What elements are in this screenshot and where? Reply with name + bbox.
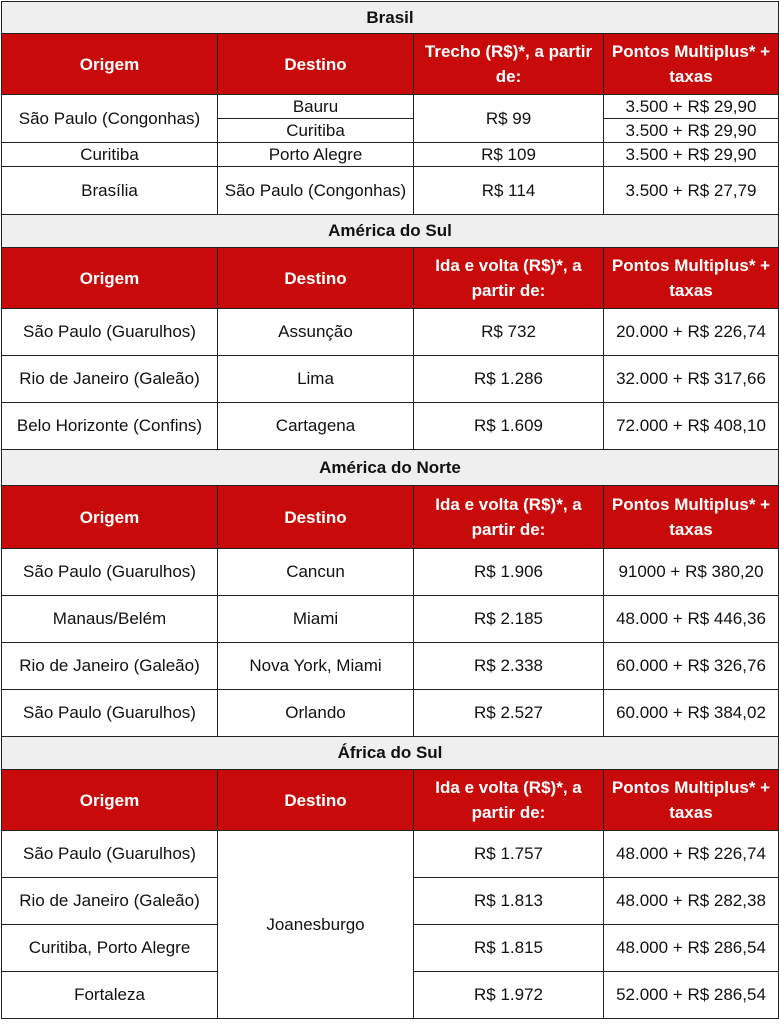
table-row — [2, 643, 779, 690]
cell-pontos: 48.000 + R$ 286,54 — [604, 925, 779, 972]
col-header-destino: Destino — [218, 34, 414, 95]
cell-origem: Rio de Janeiro (Galeão) — [2, 878, 218, 925]
cell-origem: São Paulo (Guarulhos) — [2, 831, 218, 878]
table-row — [2, 403, 779, 450]
table-row — [2, 143, 779, 167]
cell-origem: Rio de Janeiro (Galeão) — [2, 356, 218, 403]
section-title: Brasil — [2, 2, 779, 34]
cell-origem: Rio de Janeiro (Galeão) — [2, 643, 218, 690]
cell-destino: Miami — [218, 596, 414, 643]
cell-pontos: 3.500 + R$ 29,90 — [604, 143, 779, 167]
cell-origem: São Paulo (Guarulhos) — [2, 549, 218, 596]
cell-destino: Assunção — [218, 309, 414, 356]
cell-preco: R$ 109 — [414, 143, 604, 167]
cell-destino: Cartagena — [218, 403, 414, 450]
section-header-row — [2, 737, 779, 770]
col-header-pontos: Pontos Multiplus* + taxas — [604, 248, 779, 309]
cell-pontos: 3.500 + R$ 29,90 — [604, 95, 779, 119]
cell-origem: São Paulo (Guarulhos) — [2, 690, 218, 737]
col-header-pontos: Pontos Multiplus* + taxas — [604, 486, 779, 549]
cell-destino: Joanesburgo — [218, 831, 414, 1019]
cell-pontos: 72.000 + R$ 408,10 — [604, 403, 779, 450]
cell-origem: Curitiba — [2, 143, 218, 167]
col-header-preco: Ida e volta (R$)*, a partir de: — [414, 770, 604, 831]
cell-origem: Belo Horizonte (Confins) — [2, 403, 218, 450]
cell-pontos: 52.000 + R$ 286,54 — [604, 972, 779, 1019]
section-title: América do Norte — [2, 450, 779, 486]
cell-origem: Brasília — [2, 167, 218, 215]
cell-pontos: 3.500 + R$ 27,79 — [604, 167, 779, 215]
table-row — [2, 596, 779, 643]
table-row — [2, 309, 779, 356]
section-header-row — [2, 2, 779, 34]
col-header-destino: Destino — [218, 248, 414, 309]
column-header-row — [2, 770, 779, 831]
cell-destino: Orlando — [218, 690, 414, 737]
cell-destino: Bauru — [218, 95, 414, 119]
cell-preco: R$ 2.185 — [414, 596, 604, 643]
cell-destino: Cancun — [218, 549, 414, 596]
section-header-row — [2, 450, 779, 486]
cell-pontos: 60.000 + R$ 384,02 — [604, 690, 779, 737]
cell-preco: R$ 1.609 — [414, 403, 604, 450]
cell-preco: R$ 114 — [414, 167, 604, 215]
cell-pontos: 60.000 + R$ 326,76 — [604, 643, 779, 690]
cell-preco: R$ 1.972 — [414, 972, 604, 1019]
table-row — [2, 549, 779, 596]
table-row — [2, 356, 779, 403]
cell-preco: R$ 99 — [414, 95, 604, 143]
col-header-origem: Origem — [2, 486, 218, 549]
cell-origem: São Paulo (Guarulhos) — [2, 309, 218, 356]
cell-preco: R$ 2.527 — [414, 690, 604, 737]
section-title: América do Sul — [2, 215, 779, 248]
cell-pontos: 32.000 + R$ 317,66 — [604, 356, 779, 403]
col-header-preco: Ida e volta (R$)*, a partir de: — [414, 248, 604, 309]
col-header-pontos: Pontos Multiplus* + taxas — [604, 34, 779, 95]
table-row — [2, 167, 779, 215]
col-header-origem: Origem — [2, 248, 218, 309]
cell-pontos: 48.000 + R$ 446,36 — [604, 596, 779, 643]
cell-preco: R$ 1.757 — [414, 831, 604, 878]
cell-origem: Curitiba, Porto Alegre — [2, 925, 218, 972]
cell-preco: R$ 1.286 — [414, 356, 604, 403]
cell-preco: R$ 1.815 — [414, 925, 604, 972]
section-title: África do Sul — [2, 737, 779, 770]
col-header-origem: Origem — [2, 770, 218, 831]
cell-pontos: 48.000 + R$ 226,74 — [604, 831, 779, 878]
section-header-row — [2, 215, 779, 248]
cell-destino: Lima — [218, 356, 414, 403]
cell-destino: Nova York, Miami — [218, 643, 414, 690]
cell-pontos: 91000 + R$ 380,20 — [604, 549, 779, 596]
column-header-row — [2, 248, 779, 309]
cell-destino: Porto Alegre — [218, 143, 414, 167]
col-header-destino: Destino — [218, 486, 414, 549]
cell-preco: R$ 1.906 — [414, 549, 604, 596]
cell-pontos: 3.500 + R$ 29,90 — [604, 119, 779, 143]
cell-preco: R$ 1.813 — [414, 878, 604, 925]
col-header-pontos: Pontos Multiplus* + taxas — [604, 770, 779, 831]
col-header-origem: Origem — [2, 34, 218, 95]
table-row — [2, 690, 779, 737]
table-row — [2, 831, 779, 878]
col-header-preco: Ida e volta (R$)*, a partir de: — [414, 486, 604, 549]
col-header-destino: Destino — [218, 770, 414, 831]
cell-origem: Fortaleza — [2, 972, 218, 1019]
cell-destino: São Paulo (Congonhas) — [218, 167, 414, 215]
cell-preco: R$ 2.338 — [414, 643, 604, 690]
column-header-row — [2, 34, 779, 95]
cell-pontos: 20.000 + R$ 226,74 — [604, 309, 779, 356]
fares-table — [1, 1, 779, 1019]
cell-pontos: 48.000 + R$ 282,38 — [604, 878, 779, 925]
cell-origem: Manaus/Belém — [2, 596, 218, 643]
cell-origem: São Paulo (Congonhas) — [2, 95, 218, 143]
column-header-row — [2, 486, 779, 549]
cell-preco: R$ 732 — [414, 309, 604, 356]
cell-destino: Curitiba — [218, 119, 414, 143]
table-row — [2, 95, 779, 119]
col-header-preco: Trecho (R$)*, a partir de: — [414, 34, 604, 95]
